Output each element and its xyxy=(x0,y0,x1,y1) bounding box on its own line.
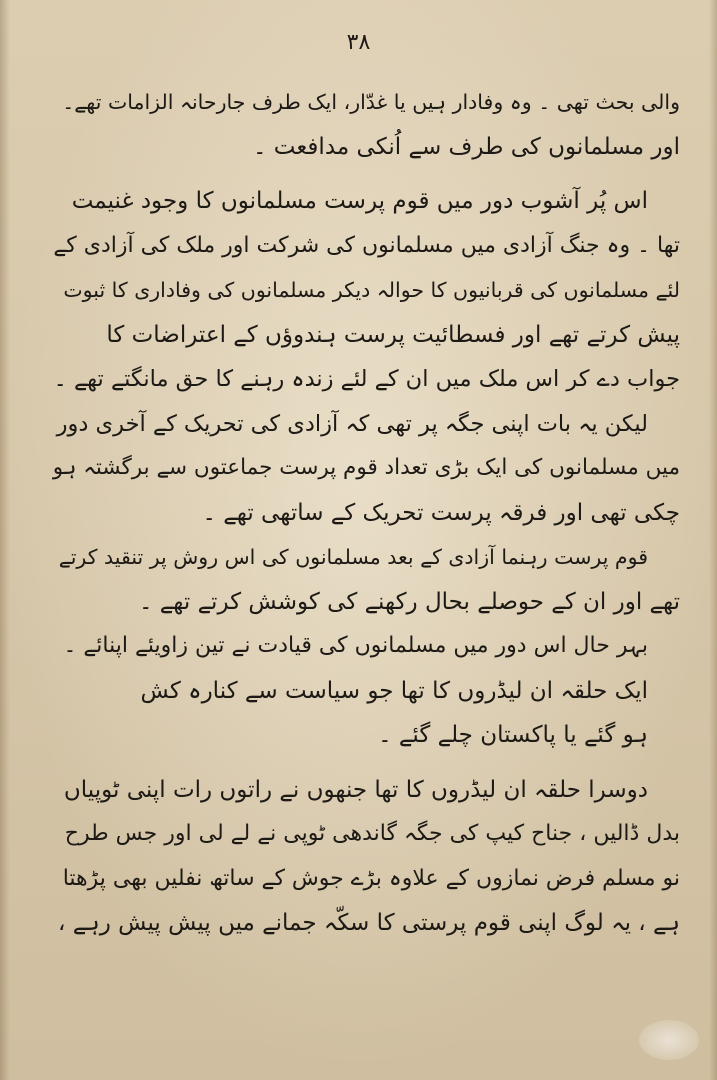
paper-stain xyxy=(639,1020,699,1060)
text-line: قوم پرست رہنما آزادی کے بعد مسلمانوں کی اس روش پر تنقید کرتے xyxy=(58,545,648,569)
urdu-text-block xyxy=(52,80,680,946)
text-line: پیش کرتے تھے اور فسطائیت پرست ہندوؤں کے اعتراضات کا xyxy=(106,321,680,348)
text-line: ایک حلقہ ان لیڈروں کا تھا جو سیاست سے کنارہ کش xyxy=(140,677,648,704)
text-line: ہے ، یہ لوگ اپنی قوم پرستی کا سکّہ جمانے میں پیش پیش رہے ، xyxy=(58,910,680,936)
text-line: نو مسلم فرض نمازوں کے علاوہ بڑے جوش کے ساتھ نفلیں بھی پڑھتا xyxy=(62,865,680,891)
text-line: اس پُر آشوب دور میں قوم پرست مسلمانوں کا وجود غنیمت xyxy=(71,188,648,214)
text-line: چکی تھی اور فرقہ پرست تحریک کے ساتھی تھے ۔ xyxy=(202,499,680,526)
text-line: میں مسلمانوں کی ایک بڑی تعداد قوم پرست جماعتوں سے برگشتہ ہو xyxy=(52,455,680,480)
page-number: ۳۸ xyxy=(346,30,371,55)
text-line: بہر حال اس دور میں مسلمانوں کی قیادت نے تین زاویئے اپنائے ۔ xyxy=(63,633,648,658)
text-line: دوسرا حلقہ ان لیڈروں کا تھا جنھوں نے راتوں رات اپنی ٹوپیاں xyxy=(63,776,648,803)
text-line: بدل ڈالیں ، جناح کیپ کی جگہ گاندھی ٹوپی نے لے لی اور جس طرح xyxy=(64,821,680,846)
text-line: تھا ۔ وہ جنگ آزادی میں مسلمانوں کی شرکت اور ملک کی آزادی کے xyxy=(53,232,680,258)
text-line: والی بحث تھی ۔ وہ وفادار ہیں یا غدّار، ایک طرف جارحانہ الزامات تھے۔ xyxy=(62,90,680,114)
text-line: لیکن یہ بات اپنی جگہ پر تھی کہ آزادی کی تحریک کے آخری دور xyxy=(56,410,648,437)
text-line: اور مسلمانوں کی طرف سے اُنکی مدافعت ۔ xyxy=(252,133,680,160)
text-line: تھے اور ان کے حوصلے بحال رکھنے کی کوشش کرتے تھے ۔ xyxy=(139,588,680,615)
text-line: لئے مسلمانوں کی قربانیوں کا حوالہ دیکر مسلمانوں کی وفاداری کا ثبوت xyxy=(63,278,680,302)
text-line: ہو گئے یا پاکستان چلے گئے ۔ xyxy=(378,722,648,748)
text-line: جواب دے کر اس ملک میں ان کے لئے زندہ رہنے کا حق مانگتے تھے ۔ xyxy=(53,366,680,392)
